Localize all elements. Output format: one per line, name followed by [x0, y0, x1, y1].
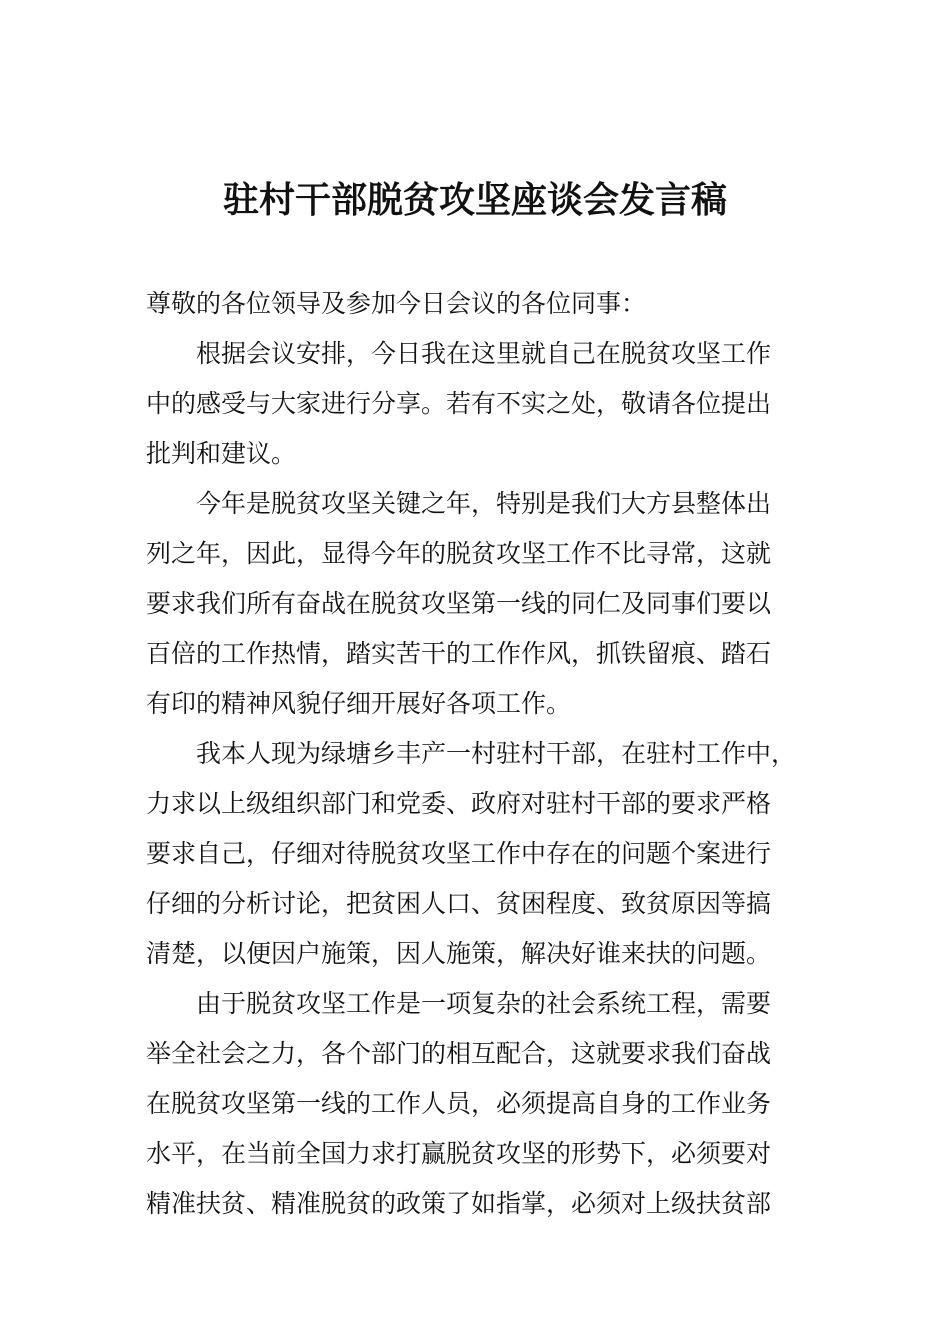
paragraph-line: 中的感受与大家进行分享。若有不实之处，敬请各位提出: [146, 389, 772, 418]
paragraph-line: 由于脱贫攻坚工作是一项复杂的社会系统工程，需要: [196, 989, 772, 1018]
paragraph-line: 我本人现为绿塘乡丰产一村驻村干部，在驻村工作中，: [196, 739, 797, 768]
paragraph-line: 仔细的分析讨论，把贫困人口、贫困程度、致贫原因等搞: [146, 889, 772, 918]
paragraph-line: 百倍的工作热情，踏实苦干的工作作风，抓铁留痕、踏石: [146, 639, 772, 668]
paragraph-line: 要求我们所有奋战在脱贫攻坚第一线的同仁及同事们要以: [146, 589, 772, 618]
paragraph-line: 要求自己，仔细对待脱贫攻坚工作中存在的问题个案进行: [146, 839, 772, 868]
salutation: 尊敬的各位领导及参加今日会议的各位同事：: [146, 289, 647, 318]
document-body: [146, 279, 826, 1229]
paragraph-line: 力求以上级组织部门和党委、政府对驻村干部的要求严格: [146, 789, 772, 818]
paragraph-line: 水平，在当前全国力求打赢脱贫攻坚的形势下，必须要对: [146, 1139, 772, 1168]
paragraph-line: 有印的精神风貌仔细开展好各项工作。: [146, 689, 572, 718]
paragraph-2: [146, 479, 826, 729]
paragraph-line: 批判和建议。: [146, 439, 297, 468]
paragraph-line: 在脱贫攻坚第一线的工作人员，必须提高自身的工作业务: [146, 1089, 772, 1118]
paragraph-3: [146, 729, 826, 979]
paragraph-1: [146, 329, 826, 479]
paragraph-line: 今年是脱贫攻坚关键之年，特别是我们大方县整体出: [196, 489, 772, 518]
paragraph-line: 精准扶贫、精准脱贫的政策了如指掌，必须对上级扶贫部: [146, 1189, 772, 1218]
paragraph-4: [146, 979, 826, 1229]
paragraph-line: 根据会议安排，今日我在这里就自己在脱贫攻坚工作: [196, 339, 772, 368]
paragraph-line: 列之年，因此，显得今年的脱贫攻坚工作不比寻常，这就: [146, 539, 772, 568]
paragraph-line: 清楚，以便因户施策，因人施策，解决好谁来扶的问题。: [146, 939, 772, 968]
paragraph-line: 举全社会之力，各个部门的相互配合，这就要求我们奋战: [146, 1039, 772, 1068]
document-title: 驻村干部脱贫攻坚座谈会发言稿: [222, 179, 727, 221]
